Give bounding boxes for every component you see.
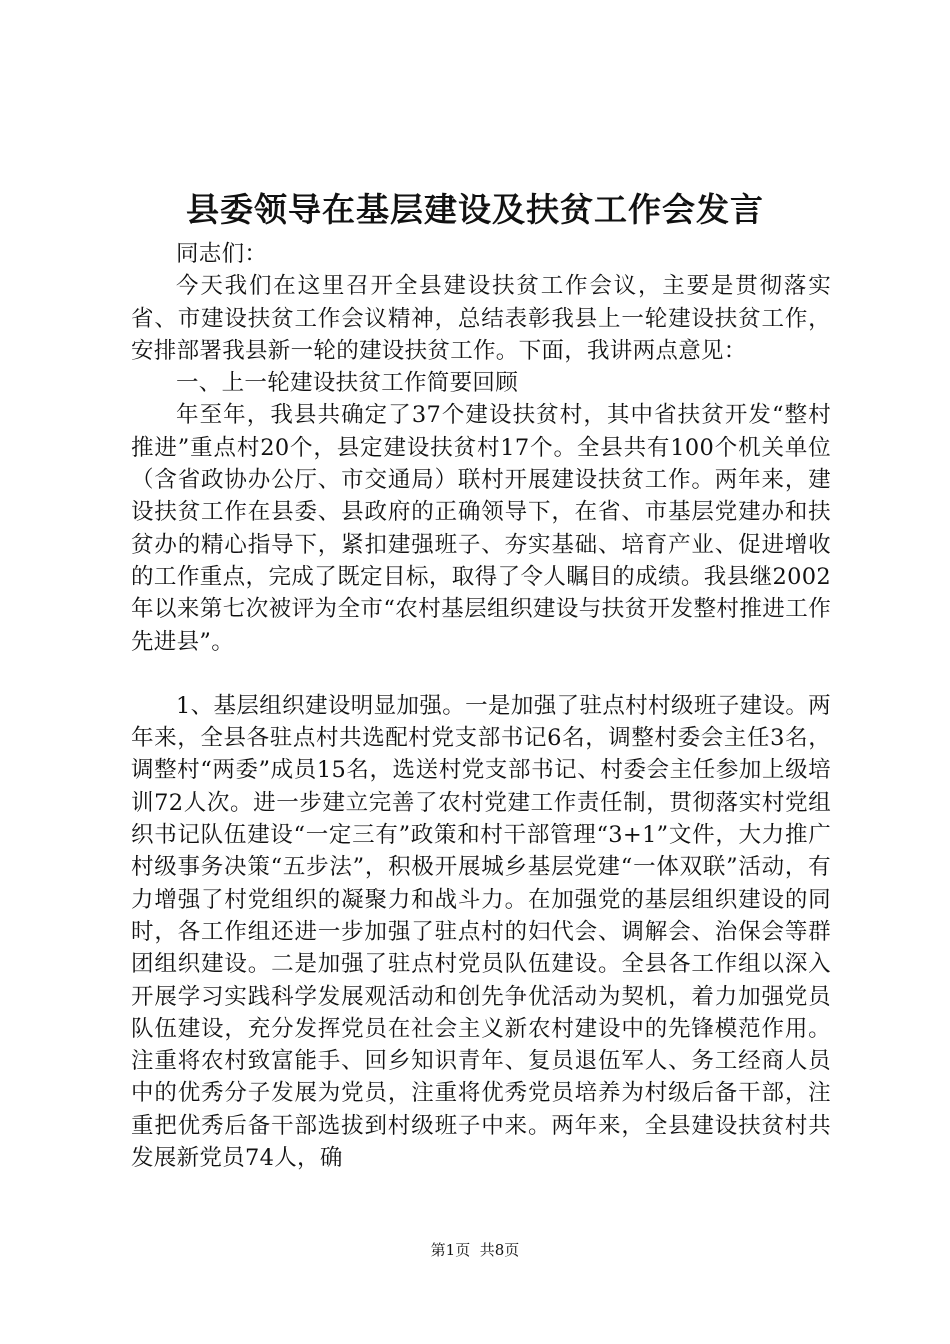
page-footer [0, 1240, 950, 1260]
page-title: 县委领导在基层建设及扶贫工作会发言 [186, 190, 764, 229]
paragraph-review: 年至年，我县共确定了37个建设扶贫村，其中省扶贫开发“整村推进”重点村20个，县定建设扶贫村17个。全县共有100个机关单位（含省政协办公厅、市交通局）联村开展建设扶贫工作。两年来，建设扶贫工作在县委、县政府的正确领导下，在省、市基层党建办和扶贫办的精心指导下，紧扣建强班子、夯实基础、培育产业、促进增收的工作重点，完成了既定目标，取得了令人瞩目的成绩。我县继2002年以来第七次被评为全市“农村基层组织建设与扶贫开发整村推进工作先进县”。 [131, 402, 831, 655]
page-number: 第1页 [430, 1241, 471, 1259]
page-total: 共8页 [479, 1241, 520, 1259]
paragraph-intro: 今天我们在这里召开全县建设扶贫工作会议，主要是贯彻落实省、市建设扶贫工作会议精神，总结表彰我县上一轮建设扶贫工作，安排部署我县新一轮的建设扶贫工作。下面，我讲两点意见： [131, 273, 831, 364]
section-heading: 一、上一轮建设扶贫工作简要回顾 [176, 370, 519, 397]
paragraph-item-1: 1、基层组织建设明显加强。一是加强了驻点村村级班子建设。两年来，全县各驻点村共选配村党支部书记6名，调整村委会主任3名，调整村“两委”成员15名，选送村党支部书记、村委会主任参加上级培训72人次。进一步建立完善了农村党建工作责任制，贯彻落实村党组织书记队伍建设“一定三有”政策和村干部管理“3+1”文件，大力推广村级事务决策“五步法”，积极开展城乡基层党建“一体双联”活动，有力增强了村党组织的凝聚力和战斗力。在加强党的基层组织建设的同时，各工作组还进一步加强了驻点村的妇代会、调解会、治保会等群团组织建设。二是加强了驻点村党员队伍建设。全县各工作组以深入开展学习实践科学发展观活动和创先争优活动为契机，着力加强党员队伍建设，充分发挥党员在社会主义新农村建设中的先锋模范作用。注重将农村致富能手、回乡知识青年、复员退伍军人、务工经商人员中的优秀分子发展为党员，注重将优秀党员培养为村级后备干部，注重把优秀后备干部选拔到村级班子中来。两年来，全县建设扶贫村共发展新党员74人，确 [131, 692, 831, 1172]
document-body [131, 238, 831, 1174]
salutation: 同志们： [176, 241, 268, 267]
